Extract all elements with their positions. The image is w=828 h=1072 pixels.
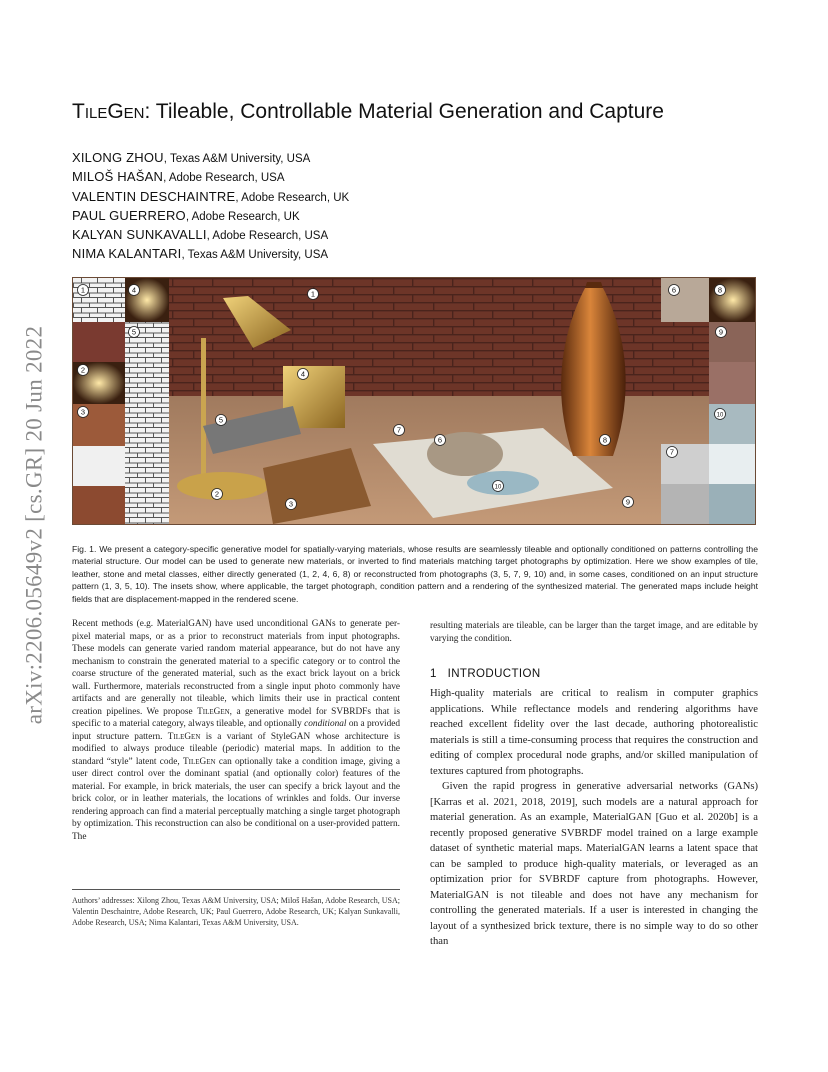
author-addresses-footnote: Authors’ addresses: Xilong Zhou, Texas A&M University, USA; Miloš Hašan, Adobe Research, USA; Valentin Deschaintre, Adobe Research, UK; Paul Guerrero, Adobe Research, UK; Kalyan Sunkavalli, Adobe Research, USA; Nima Kalantari, Texas A&M University, USA.	[72, 896, 400, 927]
arxiv-stamp-text: arXiv:2206.05649v2 [cs.GR] 20 Jun 2022	[21, 325, 47, 725]
method-name: TileGen	[167, 731, 201, 742]
teaser-render	[73, 278, 756, 525]
figure-marker-label: 2	[80, 365, 86, 375]
author-name: VALENTIN DESCHAINTRE	[72, 188, 236, 204]
figure-marker-label: 4	[300, 369, 306, 379]
left-column	[72, 618, 400, 843]
abstract-text: can optionally take a condition image, giving a user direct control over the dominant spatial (and optionally color) features of the material. For example, in brick materials, the user can specify a brick layout and the brick color, or in leather materials, the locations of wrinkles and folds. Our inverse rendering approach can find a material perceptually matching a single target photograph by optimization. This reconstruction can also be conditional on a user-provided pattern. The	[72, 756, 400, 842]
author-list	[72, 150, 572, 266]
figure-marker-label: 10	[716, 412, 724, 419]
author-affiliation: , Adobe Research, USA	[206, 230, 329, 243]
figure-marker-label: 9	[625, 497, 631, 507]
author-name: MILOŠ HAŠAN	[72, 169, 164, 185]
section-title: INTRODUCTION	[447, 668, 541, 680]
title-rest: : Tileable, Controllable Material Generation and Capture	[144, 100, 664, 123]
figure-marker-label: 9	[718, 327, 724, 337]
author-entry	[72, 169, 572, 188]
author-affiliation: , Adobe Research, USA	[163, 172, 285, 185]
author-entry	[72, 246, 572, 265]
figure-marker-label: 8	[717, 285, 723, 295]
abstract	[72, 618, 400, 843]
figure-marker-label: 5	[218, 415, 224, 425]
abstract-continuation: resulting materials are tileable, can be larger than the target image, and are editable by varying the condition.	[430, 621, 758, 644]
title-method-name: TileGen	[72, 100, 145, 123]
author-affiliation: , Adobe Research, UK	[235, 191, 350, 204]
author-entry	[72, 189, 572, 208]
figure-marker-label: 2	[214, 489, 220, 499]
author-affiliation: , Adobe Research, UK	[185, 210, 300, 223]
figure-marker-label: 7	[396, 425, 402, 435]
intro-paragraph: High-quality materials are critical to realism in computer graphics applications. While reflectance models and rendering algorithms have reached excellent fidelity over the last decade, authoring photorealistic materials is still a time-consuming process that requires the construction and editing of complex procedural node graphs, and/or skilled manipulation of textures captured from photographs.	[430, 688, 758, 777]
method-name: TileGen	[182, 756, 216, 767]
author-name: KALYAN SUNKAVALLI	[72, 227, 207, 243]
abstract-emphasis: conditional	[304, 719, 347, 729]
author-name: XILONG ZHOU	[72, 150, 164, 165]
intro-paragraph: Given the rapid progress in generative adversarial networks (GANs) [Karras et al. 2021, 2018, 2019], such models are a natural approach for material generation. As an example, MaterialGAN [Guo et al. 2020b] is a recently proposed generative SVBRDF model trained on a large example dataset of synthetic material maps. MaterialGAN learns a latent space that can be sampled to produce high-quality materials, or leveraged as an optimization prior for SVBRDF capture from photographs. However, MaterialGAN is not tileable and does not have any mechanism for controlling the generated materials. If a user is interested in changing the layout of a synthesized brick texture, there is no simple way to do so other than	[430, 781, 758, 947]
abstract-text: is a variant of StyleGAN whose architecture is modified to always produce tileable (periodic) material maps. In addition to the standard “style” latent code,	[72, 731, 401, 767]
introduction-text	[430, 686, 758, 950]
figure-marker-label: 6	[671, 285, 677, 295]
figure-caption: Fig. 1. We present a category-specific generative model for spatially-varying materials, whose results are seamlessly tileable and optionally conditioned on patterns controlling the material structure. Our model can be used to generate new materials, or inverted to find materials matching target photographs by optimization. Here we show examples of tile, leather, stone and metal classes, either directly generated (1, 2, 4, 6, 8) or reconstructed from photographs (3, 5, 7, 9, 10) and, in some cases, conditioned on an input structure pattern (1, 3, 5, 10). The insets show, where applicable, the target photograph, condition pattern and a rendering of the synthesized material. The generated maps include height fields that are displacement-mapped in the rendered scene.	[72, 544, 758, 604]
abstract-text: Recent methods (e.g. MaterialGAN) have used unconditional GANs to generate per-pixel material maps, or as a prior to reconstruct materials from input photographs. These models can generate varied random material appearance, but do not have any mechanism to constrain the generated material to a specific category or to control the coarse structure of the generated material, such as the exact brick layout on a brick wall. Furthermore, materials reconstructed from a single input photo commonly have artifacts and are generally not tileable, which limits their use in practical content creation pipelines. We propose	[72, 619, 400, 717]
abstract-text: , a generative model for SVBRDFs that is specific to a material category, always tileable, and optionally	[72, 706, 400, 729]
author-entry	[72, 227, 572, 246]
author-affiliation: , Texas A&M University, USA	[163, 153, 311, 165]
right-column	[430, 620, 758, 947]
author-name: PAUL GUERRERO	[72, 207, 186, 223]
figure-marker-label: 10	[494, 484, 502, 491]
author-name: NIMA KALANTARI	[72, 246, 182, 262]
figure-marker-label: 3	[288, 499, 294, 509]
figure-marker-label: 6	[437, 435, 443, 445]
author-affiliation: , Texas A&M University, USA	[181, 249, 329, 262]
section-number: 1	[430, 668, 437, 680]
figure-marker-label: 1	[80, 285, 86, 295]
paper-title	[72, 100, 772, 124]
figure-marker-label: 4	[131, 285, 137, 295]
author-entry	[72, 150, 572, 169]
abstract-text: on a provided input structure pattern.	[72, 719, 400, 742]
figure-marker-label: 7	[669, 447, 675, 457]
footnote-rule	[72, 889, 400, 890]
method-name: TileGen	[197, 706, 230, 717]
arxiv-stamp	[12, 290, 56, 760]
teaser-figure	[72, 277, 756, 525]
author-entry	[72, 208, 572, 227]
section-heading	[430, 668, 541, 680]
figure-marker-label: 1	[310, 289, 316, 299]
figure-marker-label: 5	[131, 327, 137, 337]
figure-marker-label: 8	[602, 435, 608, 445]
figure-marker-label: 3	[80, 407, 86, 417]
